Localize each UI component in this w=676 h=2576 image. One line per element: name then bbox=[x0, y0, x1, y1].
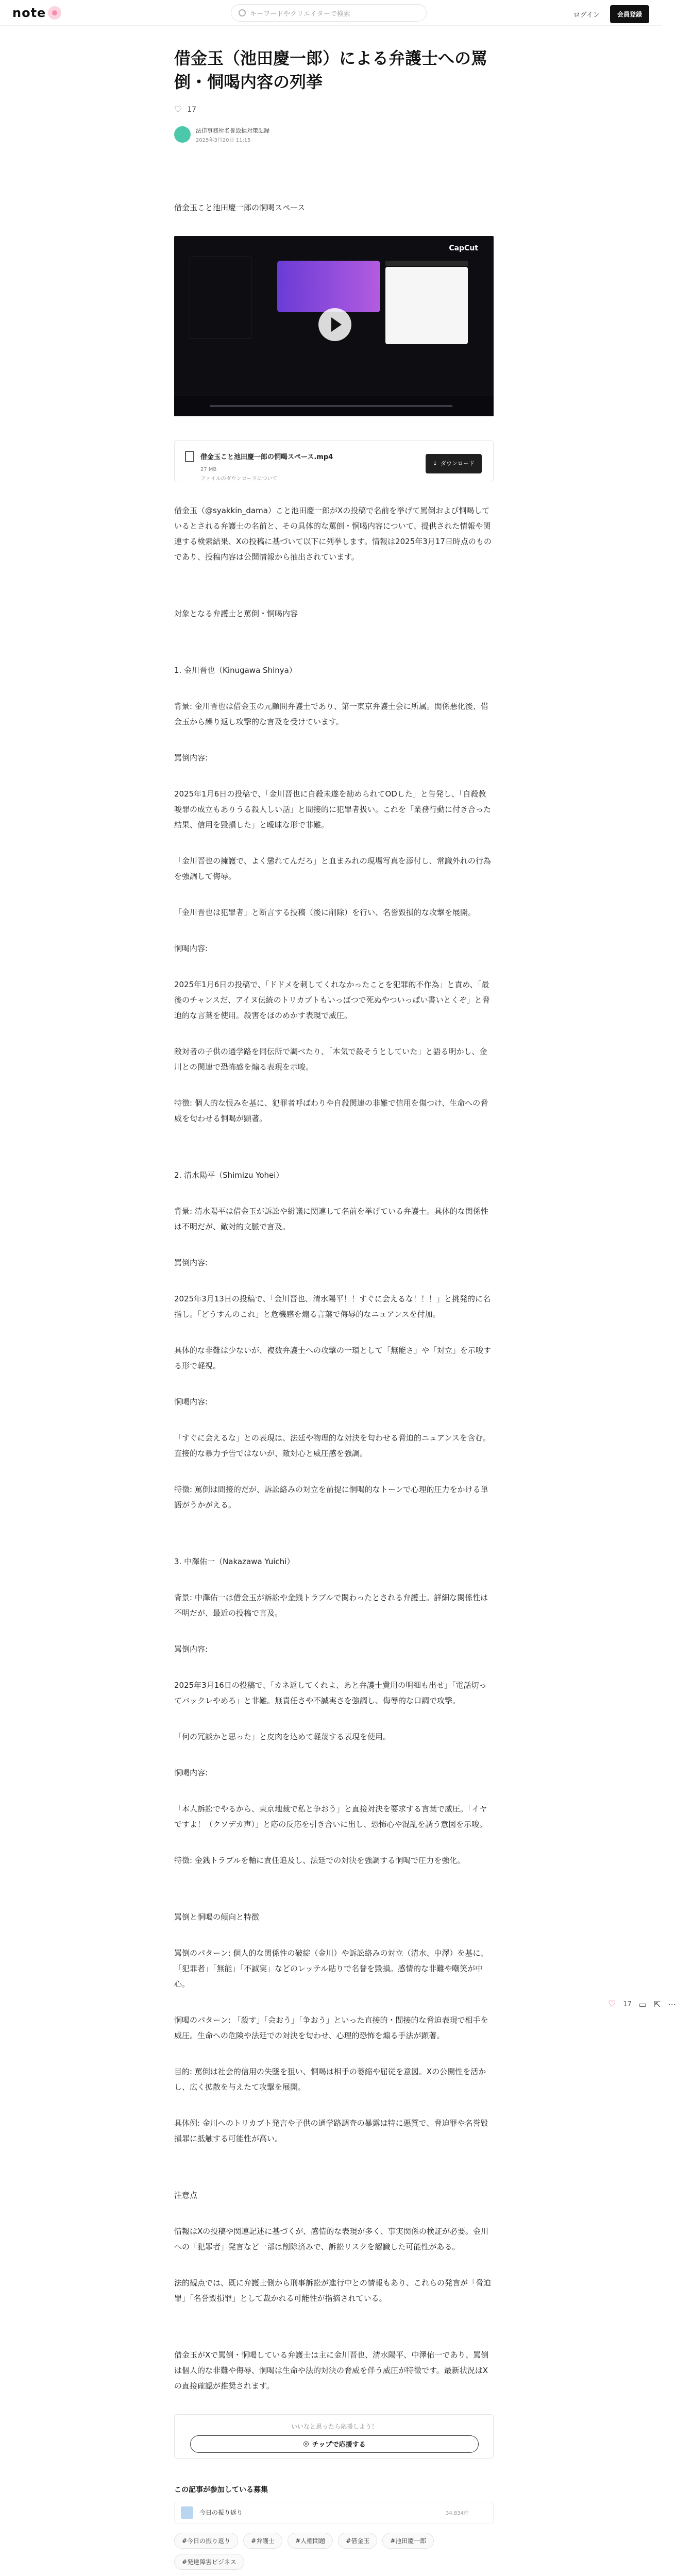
threat-item: 特徴: 金銭トラブルを軸に責任追及し、法廷での対決を強調する恫喝で圧力を強化。 bbox=[174, 1855, 465, 1865]
lawyer-name: 1. 金川晋也（Kinugawa Shinya） bbox=[174, 665, 297, 675]
magazine-item[interactable] bbox=[174, 2502, 494, 2523]
play-icon[interactable] bbox=[318, 308, 351, 341]
signup-button[interactable]: 会員登録 bbox=[610, 5, 649, 23]
abuse-item: 2025年3月16日の投稿で、「カネ返してくれよ、あと弁護士費用の明細も出せ」「電話切ってバックレやめろ」と非難。無責任さや不誠実さを強調し、侮辱的な口調で攻撃。 bbox=[174, 1680, 487, 1705]
abuse-label: 罵倒内容: bbox=[174, 1258, 208, 1267]
magazine-count: 34,834件 bbox=[446, 2511, 469, 2517]
download-label: ダウンロード bbox=[441, 460, 475, 467]
tag[interactable]: #発達障害ビジネス bbox=[174, 2554, 244, 2570]
pattern-item: 具体例: 金川へのトリカブト発言や子供の通学路調査の暴露は特に悪質で、脅迫罪や名誉毀損罪に抵触する可能性が高い。 bbox=[174, 2118, 488, 2143]
tag-list bbox=[174, 2533, 494, 2570]
share-icon[interactable]: ⇱ bbox=[653, 1999, 661, 2009]
pattern-item: 恫喝のパターン: 「殺す」「会おう」「争おう」といった直接的・間接的な脅迫表現で相手を威圧。生命への危険や法廷での対決を匂わせ、心理的恐怖を煽る手法が顕著。 bbox=[174, 2015, 488, 2040]
support-box bbox=[174, 2414, 494, 2459]
notes-heading: 注意点 bbox=[174, 2190, 198, 2200]
comment-icon[interactable]: ▭ bbox=[638, 1999, 647, 2009]
threat-item: 2025年1月6日の投稿で、「ドドメを刺してくれなかったことを犯罪的不作為」と責め、「最後のチャンスだ、アイヌ伝統のトリカブトもいっぱつで死ぬやついっぱい書いとくぞ」と脅迫的な言葉を使用。殺害をほのめかす表現で威圧。 bbox=[174, 979, 490, 1020]
pattern-item: 罵倒のパターン: 個人的な関係性の破綻（金川）や訴訟絡みの対立（清水、中澤）を基に、「犯罪者」「無能」「不誠実」などのレッテル貼りで名誉を毀損。感情的な非難や嘲笑が中心。 bbox=[174, 1948, 488, 1989]
tag[interactable]: #池田慶一郎 bbox=[382, 2533, 434, 2549]
support-text: いいなと思ったら応援しよう！ bbox=[291, 2422, 378, 2430]
login-link[interactable]: ログイン bbox=[573, 11, 600, 19]
threat-label: 恫喝内容: bbox=[174, 1397, 208, 1406]
logo-text: note bbox=[12, 5, 46, 20]
article-body bbox=[174, 200, 494, 2394]
file-name: 借金玉こと池田慶一郎の恫喝スペース.mp4 bbox=[200, 453, 333, 461]
magazine-title: この記事が参加している募集 bbox=[174, 2485, 268, 2494]
avatar[interactable] bbox=[174, 126, 191, 143]
sidebar-like-count: 17 bbox=[623, 2000, 632, 2008]
abuse-item: 「何の冗談かと思った」と皮肉を込めて軽蔑する表現を使用。 bbox=[174, 1732, 391, 1741]
more-icon[interactable]: ⋯ bbox=[668, 1999, 676, 2009]
lawyer-name: 2. 清水陽平（Shimizu Yohei） bbox=[174, 1170, 284, 1180]
tip-button-label: チップで応援する bbox=[312, 2441, 366, 2449]
site-header bbox=[0, 0, 662, 26]
threat-item: 「本人訴訟でやるから、東京地裁で私と争おう」と直接対決を要求する言葉で威圧。「イヤですよ！（クソデカ声）」と応の反応を引き合いに出し、恐怖心や混乱を誘う意図を示唆。 bbox=[174, 1804, 487, 1829]
tag[interactable]: #借金玉 bbox=[338, 2533, 377, 2549]
note-item: 情報はXの投稿や関連記述に基づくが、感情的な表現が多く、事実関係の検証が必要。金川への「犯罪者」発言など一部は削除済みで、訴訟リスクを認識した可能性がある。 bbox=[174, 2226, 488, 2251]
video-progress[interactable] bbox=[210, 405, 452, 407]
conclusion-paragraph: 借金玉がXで罵倒・恫喝している弁護士は主に金川晋也、清水陽平、中澤佑一であり、罵倒は個人的な非難や侮辱、恫喝は生命や法的対決の脅威を伴う威圧が特徴です。最新状況はXの直接確認が推奨されます。 bbox=[174, 2350, 489, 2391]
video-card bbox=[385, 267, 468, 344]
abuse-item: 2025年1月6日の投稿で、「金川晋也に自殺未遂を勧められてODした」と告発し、「自殺教唆罪の成立もありうる殺人しい話」と間接的に犯罪者扱い。これを「業務行動に付き合った結果、信用を毀損した」と曖昧な形で非難。 bbox=[174, 789, 492, 829]
blossom-icon bbox=[48, 6, 61, 20]
patterns-heading: 罵倒と恫喝の傾向と特徴 bbox=[174, 1912, 260, 1922]
abuse-item: 2025年3月13日の投稿で、「金川晋也、清水陽平！！すぐに会えるな！！！」と挑発的に名指し。「どうすんのこれ」と危機感を煽る言葉で侮辱的なニュアンスを付加。 bbox=[174, 1294, 491, 1319]
like-bar bbox=[174, 105, 494, 115]
note-item: 法的観点では、既に弁護士側から刑事訴訟が進行中との情報もあり、これらの発言が「脅迫罪」「名誉毀損罪」として裁かれる可能性が指摘されている。 bbox=[174, 2278, 492, 2303]
threat-label: 恫喝内容: bbox=[174, 1768, 208, 1777]
tag[interactable]: #人権問題 bbox=[288, 2533, 333, 2549]
video-card-header bbox=[385, 261, 468, 266]
pattern-item: 目的: 罵倒は社会的信用の失墜を狙い、恫喝は相手の萎縮や屈従を意図。Xの公開性を活かし、広く拡散を与えたて攻撃を展開。 bbox=[174, 2066, 486, 2092]
section-heading: 対象となる弁護士と罵倒・恫喝内容 bbox=[174, 608, 298, 618]
video-brand: CapCut bbox=[449, 244, 478, 252]
threat-item: 敵対者の子供の通学路を同伝所で調べたり、「本気で殺そうとしていた」と語る明かし、金川との関連で恐怖感を煽る表現を示唆。 bbox=[174, 1046, 487, 1072]
video-player[interactable] bbox=[174, 236, 494, 416]
file-download-note[interactable]: ファイルのダウンロードについて bbox=[200, 476, 278, 482]
magazine-name[interactable]: 今日の振り返り bbox=[199, 2509, 243, 2517]
abuse-item: 「金川晋也の擁護で、よく懲れてんだろ」と血まみれの現場写真を添付し、常識外れの行為を強調して侮辱。 bbox=[174, 856, 491, 881]
abuse-item: 「金川晋也は犯罪者」と断言する投稿（後に削除）を行い、名誉毀損的な攻撃を展開。 bbox=[174, 907, 476, 917]
publish-date: 2025年3月20日 11:15 bbox=[196, 137, 251, 143]
note-logo[interactable] bbox=[12, 6, 61, 20]
abuse-label: 罵倒内容: bbox=[174, 1644, 208, 1654]
article-title: 借金玉（池田慶一郎）による弁護士への罵倒・恫喝内容の列挙 bbox=[174, 48, 488, 92]
lawyer-name: 3. 中澤佑一（Nakazawa Yuichi） bbox=[174, 1556, 295, 1566]
author-name[interactable]: 法律事務所名誉毀損対策記録 bbox=[196, 127, 269, 134]
threat-item: 「すぐに会えるな」との表現は、法廷や物理的な対決を匂わせる脅迫的ニュアンスを含む。直接的な暴力予告ではないが、敵対心と威圧感を強調。 bbox=[174, 1433, 491, 1458]
tag[interactable]: #弁護士 bbox=[243, 2533, 282, 2549]
heart-icon[interactable]: ♡ bbox=[608, 1999, 616, 2009]
floating-action-bar bbox=[608, 1999, 676, 2009]
lawyer-background: 背景: 清水陽平は借金玉が訴訟や紛議に関連して名前を挙げている弁護士。具体的な関係性は不明だが、敵対的文脈で言及。 bbox=[174, 1206, 488, 1231]
magazine-thumbnail bbox=[181, 2506, 193, 2519]
lawyer-background: 背景: 中澤佑一は借金玉が訴訟や金銭トラブルで関わったとされる弁護士。詳細な関係性は不明だが、最近の投稿で言及。 bbox=[174, 1592, 488, 1618]
download-button[interactable] bbox=[426, 454, 482, 473]
heart-icon[interactable]: ♡ bbox=[174, 104, 182, 115]
abuse-label: 罵倒内容: bbox=[174, 753, 208, 762]
download-icon: ↓ bbox=[432, 460, 437, 467]
search-input[interactable] bbox=[231, 4, 427, 22]
video-panel bbox=[277, 261, 380, 312]
video-sidebar-frame bbox=[190, 257, 251, 339]
file-attachment bbox=[174, 440, 494, 482]
search-icon bbox=[239, 9, 246, 16]
like-count: 17 bbox=[187, 105, 197, 114]
abuse-item: 具体的な非難は少ないが、複数弁護士への攻撃の一環として「無能さ」や「対立」を示唆する形で軽視。 bbox=[174, 1345, 492, 1370]
lawyer-background: 背景: 金川晋也は借金玉の元顧問弁護士であり、第一東京弁護士会に所属。関係悪化後、借金玉から繰り返し攻撃的な言及を受けています。 bbox=[174, 701, 488, 726]
article bbox=[174, 46, 494, 2570]
author-info[interactable] bbox=[174, 126, 494, 143]
threat-item: 特徴: 個人的な恨みを基に、犯罪者呼ばわりや自殺関連の非難で信用を傷つけ、生命への脅威を匂わせる恫喝が顕著。 bbox=[174, 1098, 488, 1123]
threat-item: 特徴: 罵倒は間接的だが、訴訟絡みの対立を前提に恫喝的なトーンで心理的圧力をかける単語がうかがえる。 bbox=[174, 1484, 488, 1510]
threat-label: 恫喝内容: bbox=[174, 943, 208, 953]
tip-icon: ◎ bbox=[303, 2440, 309, 2448]
search-placeholder: キーワードやクリエイターで検索 bbox=[250, 10, 350, 18]
file-size: 27 MB bbox=[200, 466, 217, 472]
header-actions bbox=[573, 5, 649, 23]
intro-paragraph: 借金玉（@syakkin_dama）こと池田慶一郎がXの投稿で名前を挙げて罵倒および恫喝しているとされる弁護士の名前と、その具体的な罵倒・恫喝内容について、提供された情報や関連する検索結果、Xの投稿に基づいて以下に列挙します。情報は2025年3月17日時点のものであり、投稿内容は公開情報から抽出されています。 bbox=[174, 505, 492, 562]
file-icon bbox=[185, 451, 194, 462]
video-section-title: 借金玉こと池田慶一郎の恫喝スペース bbox=[174, 202, 306, 212]
tag[interactable]: #今日の振り返り bbox=[174, 2533, 238, 2549]
tip-button[interactable] bbox=[190, 2435, 479, 2453]
